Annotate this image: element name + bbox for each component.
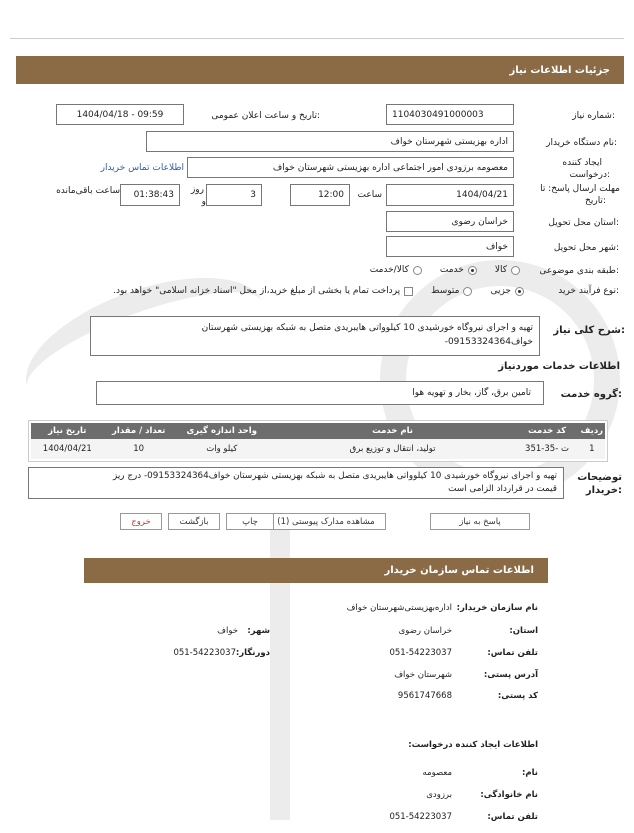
service-group-label: گروه خدمت:: [560, 389, 622, 400]
exit-button[interactable]: خروج: [120, 513, 162, 530]
top-divider: [10, 38, 624, 39]
payment-note: پرداخت تمام یا بخشی از مبلغ خرید،از محل "اسناد خزانه اسلامی" خواهد بود.: [113, 286, 401, 296]
services-table: [31, 423, 605, 459]
first-name-label: نام:: [521, 768, 538, 778]
summary-box: [90, 316, 540, 356]
announce-field[interactable]: 1404/04/18 - 09:59: [56, 104, 184, 125]
fax-label: دورنگار:: [235, 648, 270, 658]
cell-code: ت -35-351: [525, 444, 569, 454]
th-date: تاریخ نیاز: [48, 426, 87, 436]
notes-box: [28, 467, 564, 499]
contact-city-label: شهر:: [247, 626, 270, 636]
last-name-value: برزودی: [426, 790, 452, 800]
buyer-org-label: نام دستگاه خریدار:: [546, 138, 617, 148]
contact-heading: اطلاعات تماس سازمان خریدار: [384, 565, 534, 576]
city-field[interactable]: خواف: [386, 236, 514, 257]
province-label: استان محل تحویل:: [548, 218, 619, 228]
cell-row: 1: [589, 444, 595, 454]
summary-line-1: تهیه و اجرای نیروگاه خورشیدی 10 کیلوواتی هایبریدی متصل به شبکه بهزیستی شهرستان: [201, 323, 533, 333]
creator-field[interactable]: معصومه برزودی امور اجتماعی اداره بهزیستی شهرستان خواف: [187, 157, 514, 178]
category-radio-group: [330, 263, 520, 277]
category-radio-service[interactable]: [468, 266, 477, 275]
address-label: آدرس پستی:: [483, 670, 538, 680]
contact-city-value: خواف: [217, 626, 238, 636]
contact-panel: [84, 588, 548, 833]
need-number-label: شماره نیاز:: [572, 111, 615, 121]
process-option-minor: جزیی: [490, 286, 511, 296]
view-attachments-button[interactable]: مشاهده مدارک پیوستی (1): [266, 513, 386, 530]
days-label: روز: [190, 185, 204, 195]
need-number-field[interactable]: 1104030491000003: [386, 104, 514, 125]
page-title: جزئیات اطلاعات نیاز: [509, 64, 610, 76]
process-label: نوع فرآیند خرید:: [558, 286, 619, 296]
remaining-label: ساعت باقی‌مانده: [56, 186, 120, 196]
notes-label-2: خریدار:: [585, 485, 622, 496]
contact-header: [84, 558, 548, 583]
cell-date: 1404/04/21: [42, 444, 92, 454]
announce-label: تاریخ و ساعت اعلان عمومی:: [211, 111, 320, 121]
reply-button[interactable]: پاسخ به نیاز: [430, 513, 530, 530]
time-label: ساعت: [357, 190, 382, 200]
contact-province-value: خراسان رضوی: [398, 626, 452, 636]
cell-qty: 10: [133, 444, 145, 454]
table-row: [31, 439, 605, 459]
contact-phone-label: تلفن تماس:: [487, 648, 538, 658]
contact-info-link[interactable]: اطلاعات تماس خریدار: [100, 163, 184, 173]
deadline-time-field[interactable]: 12:00: [290, 184, 350, 206]
back-button[interactable]: بازگشت: [168, 513, 220, 530]
and-label: و: [201, 197, 206, 207]
notes-line-1: تهیه و اجرای نیروگاه خورشیدی 10 کیلوواتی هایبریدی متصل به شبکه بهزیستی شهرستان خواف09153324364- درج ریز: [113, 471, 557, 481]
cell-unit: کیلو وات: [206, 444, 238, 454]
address-value: شهرستان خواف: [394, 670, 452, 680]
th-qty: تعداد / مقدار: [112, 426, 166, 436]
print-button[interactable]: چاپ: [226, 513, 274, 530]
creator-phone-label: تلفن تماس:: [487, 812, 538, 822]
process-radio-minor[interactable]: [515, 287, 524, 296]
th-name: نام خدمت: [372, 426, 413, 436]
th-row: ردیف: [580, 426, 604, 436]
process-option-medium: متوسط: [431, 286, 460, 296]
page-header: [16, 56, 624, 84]
creator-info-heading: اطلاعات ایجاد کننده درخواست:: [408, 740, 538, 750]
deadline-date-field[interactable]: 1404/04/21: [386, 184, 514, 206]
notes-label-1: توضیحات: [577, 472, 622, 483]
category-option-service: خدمت: [439, 265, 464, 275]
category-option-goods-service: کالا/خدمت: [369, 265, 409, 275]
category-label: طبقه بندی موضوعی:: [539, 266, 619, 276]
process-radio-medium[interactable]: [463, 287, 472, 296]
contact-phone-value: 051-54223037: [389, 648, 452, 658]
category-radio-goods-service[interactable]: [413, 266, 422, 275]
postal-label: کد پستی:: [497, 691, 538, 701]
summary-line-2: خواف09153324364-: [444, 337, 533, 347]
th-code: کد خدمت: [527, 426, 567, 436]
treasury-checkbox[interactable]: [404, 287, 413, 296]
remaining-time-field: 01:38:43: [120, 184, 180, 206]
services-heading: اطلاعات خدمات موردنیاز: [498, 361, 620, 372]
service-group-field: تامین برق، گاز، بخار و تهویه هوا: [96, 381, 544, 405]
summary-label: شرح کلی نیاز:: [553, 325, 625, 336]
category-radio-goods[interactable]: [511, 266, 520, 275]
city-label: شهر محل تحویل:: [553, 243, 619, 253]
services-table-wrap: [28, 420, 608, 462]
contact-province-label: استان:: [509, 626, 538, 636]
org-name-value: اداره‌بهزیستی‌شهرستان خواف: [346, 603, 452, 613]
postal-value: 9561747668: [397, 691, 452, 701]
deadline-label-1: مهلت ارسال پاسخ: تا: [540, 184, 620, 194]
th-unit: واحد اندازه گیری: [186, 426, 257, 436]
last-name-label: نام خانوادگی:: [480, 790, 538, 800]
org-name-label: نام سازمان خریدار:: [456, 603, 538, 613]
creator-label-1: ایجاد کننده: [562, 158, 602, 168]
fax-value: 051-54223037: [173, 648, 236, 658]
process-radio-group: [20, 284, 524, 298]
deadline-label-2: تاریخ:: [585, 196, 606, 206]
cell-name: تولید، انتقال و توزیع برق: [349, 444, 436, 454]
province-field[interactable]: خراسان رضوی: [386, 211, 514, 232]
first-name-value: معصومه: [422, 768, 452, 778]
creator-phone-value: 051-54223037: [389, 812, 452, 822]
days-field[interactable]: 3: [206, 184, 262, 206]
category-option-goods: کالا: [494, 265, 507, 275]
buyer-org-field[interactable]: اداره بهزیستی شهرستان خواف: [146, 131, 514, 152]
notes-line-2: قیمت در قرارداد الزامی است: [448, 484, 557, 494]
creator-label-2: درخواست:: [569, 170, 610, 180]
